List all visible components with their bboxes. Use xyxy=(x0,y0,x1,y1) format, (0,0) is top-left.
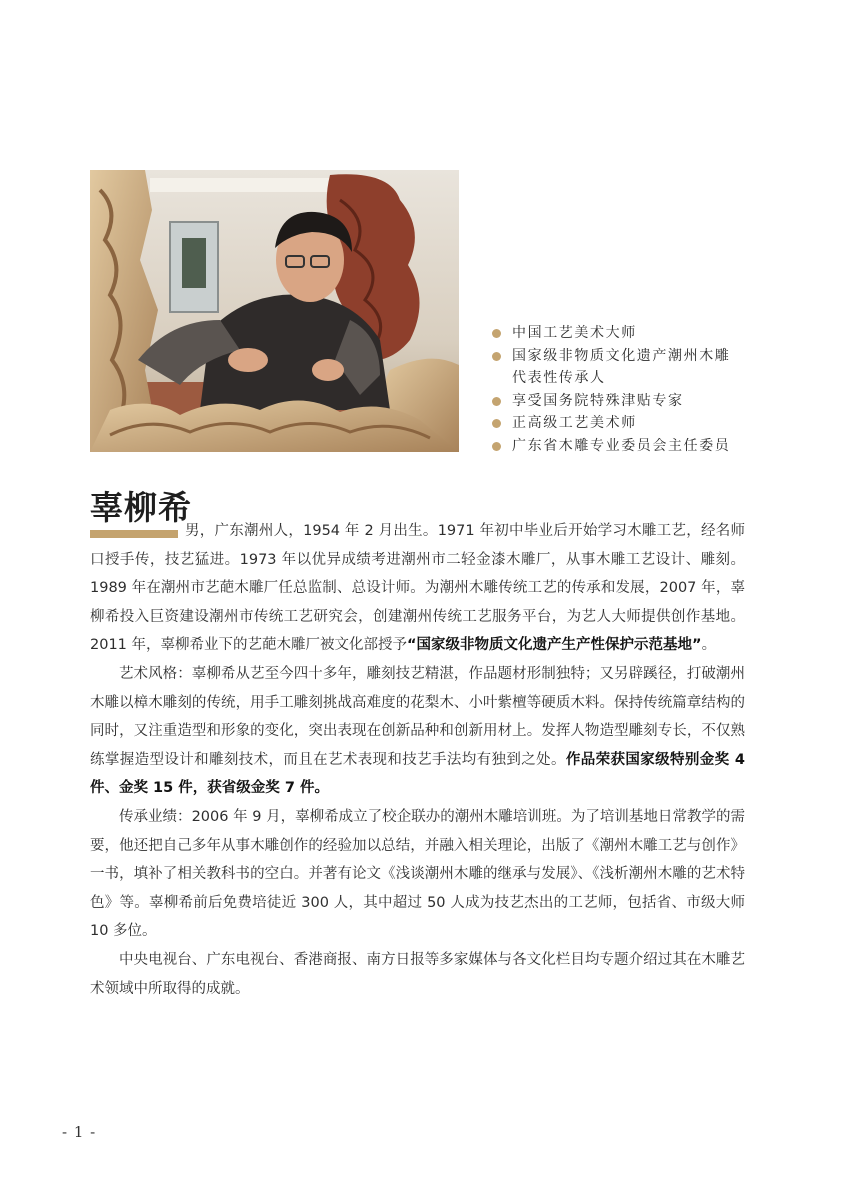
bullet-dot xyxy=(492,329,501,338)
bio-paragraph-3: 传承业绩：2006 年 9 月，辜柳希成立了校企联办的潮州木雕培训班。为了培训基地日常教学的需要，他还把自己多年从事木雕创作的经验加以总结，并融入相关理论，出版了《潮州木雕工艺与创作》一书，填补了相关教科书的空白。并著有论文《浅谈潮州木雕的继承与发展》、《浅析潮州木雕的艺术特色》等。辜柳希前后免费培徒近 300 人，其中超过 50 人成为技艺杰出的工艺师，包括省、市级大师 10 多位。 xyxy=(90,808,745,940)
portrait-photo xyxy=(90,170,459,452)
honor-item-continued: 代表性传承人 xyxy=(512,370,606,386)
honor-item: 广东省木雕专业委员会主任委员 xyxy=(492,435,730,458)
honor-item: 正高级工艺美术师 xyxy=(492,412,730,435)
bullet-dot xyxy=(492,397,501,406)
bio-paragraph-1: 男，广东潮州人，1954 年 2 月出生。1971 年初中毕业后开始学习木雕工艺，经名师口授手传，技艺猛进。1973 年以优异成绩考进潮州市二轻金漆木雕厂，从事木雕工艺设计、雕刻。1989 年在潮州市艺葩木雕厂任总监制、总设计师。为潮州木雕传统工艺的传承和发展，2007 年，辜柳希投入巨资建设潮州市传统工艺研究会，创建潮州传统工艺服务平台，为艺人大师提供创作基地。2011 年，辜柳希业下的艺葩木雕厂被文化部授予“国家级非物质文化遗产生产性保护示范基地”。 xyxy=(90,523,745,654)
honor-item: 中国工艺美术大师 xyxy=(492,322,730,345)
page-number: - 1 - xyxy=(62,1123,97,1141)
bullet-dot xyxy=(492,442,501,451)
bio-paragraph-2: 艺术风格：辜柳希从艺至今四十多年，雕刻技艺精湛，作品题材形制独特；又另辟蹊径，打破潮州木雕以樟木雕刻的传统，用手工雕刻挑战高难度的花梨木、小叶紫檀等硬质木料。保持传统篇章结构的同时，又注重造型和形象的变化，突出表现在创新品种和创新用材上。发挥人物造型雕刻专长，不仅熟练掌握造型设计和雕刻技术，而且在艺术表现和技艺手法均有独到之处。作品荣获国家级特别金奖 4 件、金奖 15 件，获省级金奖 7 件。 xyxy=(90,665,746,797)
honors-list xyxy=(492,322,730,457)
honor-item: 享受国务院特殊津贴专家 xyxy=(492,390,730,413)
bio-paragraph-4: 中央电视台、广东电视台、香港商报、南方日报等多家媒体与各文化栏目均专题介绍过其在木雕艺术领域中所取得的成就。 xyxy=(90,951,745,997)
bullet-dot xyxy=(492,352,501,361)
person-name: 辜柳希 xyxy=(90,488,192,527)
highlight-award: “国家级非物质文化遗产生产性保护示范基地” xyxy=(407,637,702,654)
carving-master-image xyxy=(90,170,459,452)
biography-text xyxy=(90,517,745,1003)
bullet-dot xyxy=(492,419,501,428)
honor-item: 国家级非物质文化遗产潮州木雕 xyxy=(492,345,730,368)
highlight-awards-count: 作品荣获国家级特别金奖 4 件、金奖 15 件，获省级金奖 7 件。 xyxy=(90,751,746,797)
